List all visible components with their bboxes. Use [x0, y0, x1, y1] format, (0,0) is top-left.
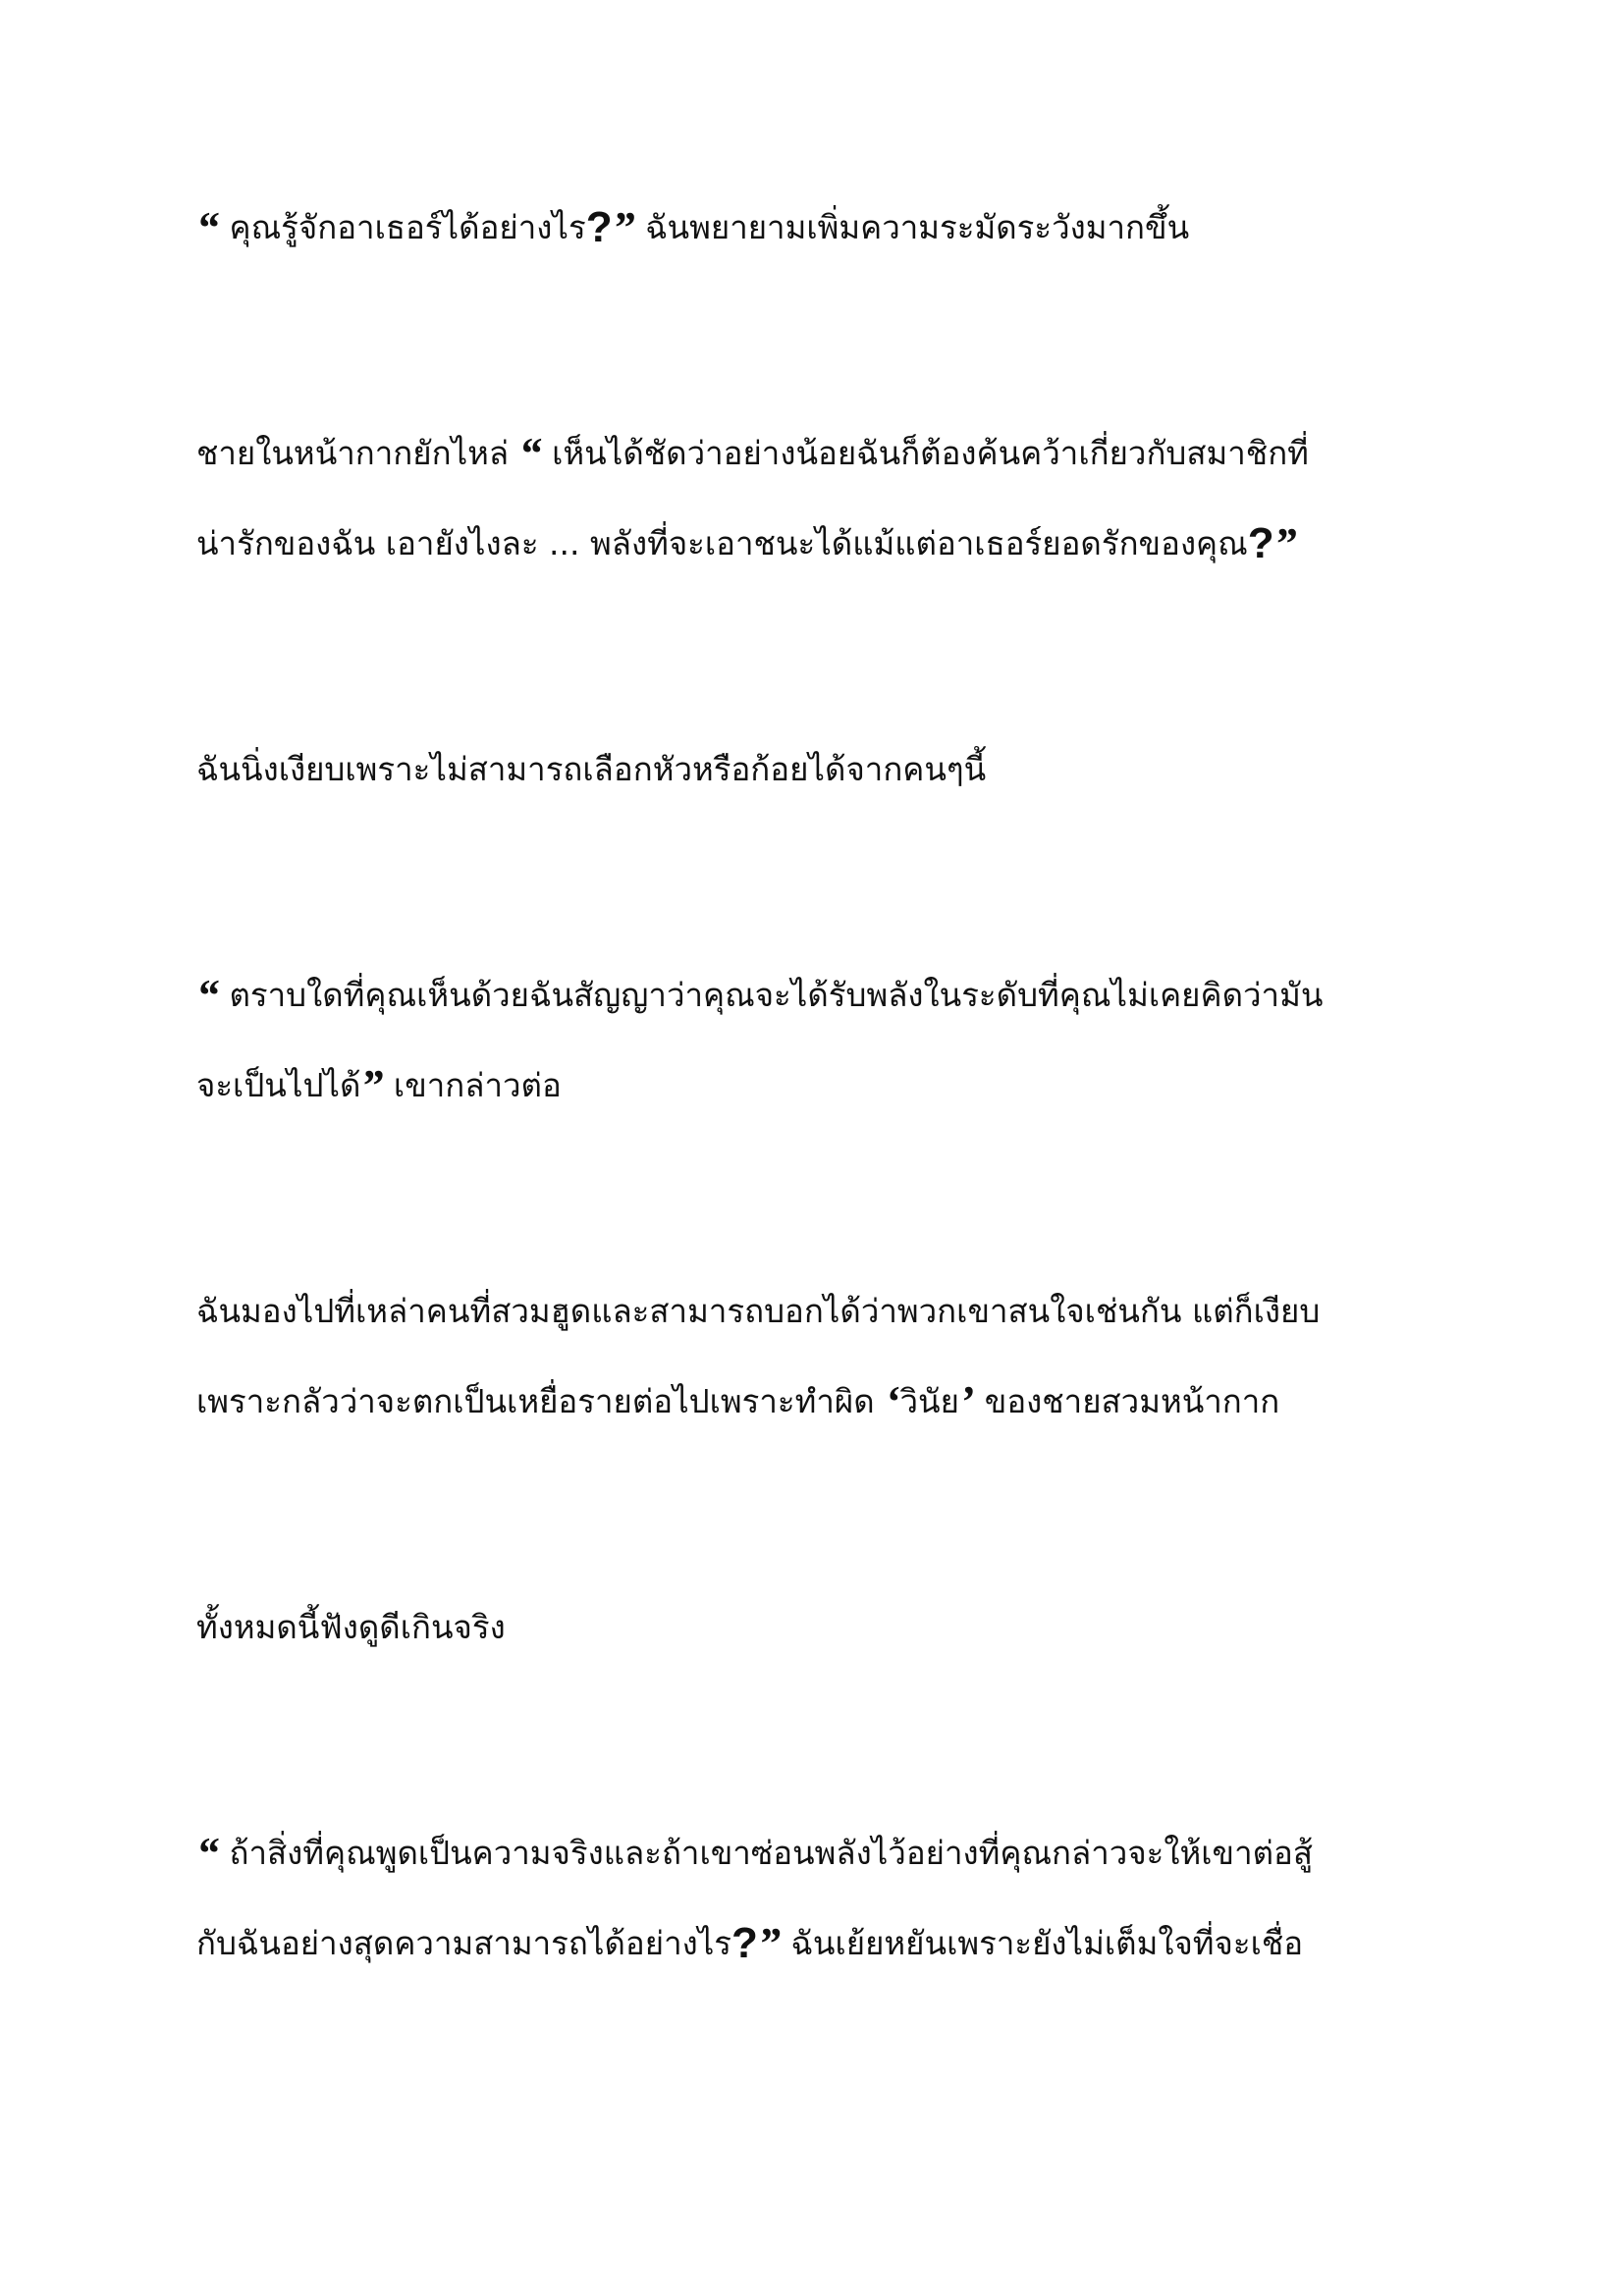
close-quote: ” [612, 202, 635, 252]
paragraph-3-line-1 [196, 746, 1434, 793]
line-tail: ฉันเย้ยหยันเพราะยังไม่เต็มใจที่จะเชื่อ [780, 1924, 1304, 1962]
paragraph-6-line-1 [196, 1604, 1434, 1651]
line-mid: วินัย [899, 1382, 959, 1420]
close-quote: ” [1273, 518, 1297, 568]
line-text: ตราบใดที่คุณเห็นด้วยฉันสัญญาว่าคุณจะได้รับพลังในระดับที่คุณไม่เคยคิดว่ามัน [219, 976, 1324, 1014]
line-tail: ของชายสวมหน้ากาก [974, 1382, 1280, 1420]
paragraph-7-line-1 [196, 1830, 1434, 1877]
line-text: ถ้าสิ่งที่คุณพูดเป็นความจริงและถ้าเขาซ่อนพลังไว้อย่างที่คุณกล่าวจะให้เขาต่อสู้ [219, 1834, 1314, 1872]
open-quote: “ [196, 1828, 219, 1878]
line-text: กับฉันอย่างสุดความสามารถได้อย่างไร [196, 1924, 732, 1962]
close-quote: ” [360, 1060, 384, 1110]
line-text: คุณรู้จักอาเธอร์ได้อย่างไร [219, 208, 586, 246]
line-text: ทั้งหมดนี้ฟังดูดีเกินจริง [196, 1608, 506, 1646]
line-text: เพราะกลัวว่าจะตกเป็นเหยื่อรายต่อไปเพราะทำผิด [196, 1382, 886, 1420]
line-text: ฉันมองไปที่เหล่าคนที่สวมฮูดและสามารถบอกได้ว่าพวกเขาสนใจเช่นกัน แต่ก็เงียบ [196, 1292, 1321, 1330]
paragraph-4-line-2 [196, 1062, 1434, 1109]
close-quote: ’ [958, 1376, 975, 1426]
open-quote: “ [196, 970, 219, 1020]
line-tail: เห็นได้ชัดว่าอย่างน้อยฉันก็ต้องค้นคว้าเกี่ยวกับสมาชิกที่ [541, 434, 1309, 472]
open-quote: “ [196, 202, 219, 252]
paragraph-2-line-1 [196, 430, 1434, 477]
line-text: ฉันนิ่งเงียบเพราะไม่สามารถเลือกหัวหรือก้อยได้จากคนๆนี้ [196, 750, 987, 788]
open-quote: “ [518, 428, 542, 478]
paragraph-7-line-2 [196, 1920, 1434, 1967]
line-tail: เขากล่าวต่อ [383, 1066, 562, 1104]
open-quote: ‘ [885, 1376, 900, 1426]
line-tail: ฉันพยายามเพิ่มความระมัดระวังมากขึ้น [634, 208, 1190, 246]
paragraph-2-line-2 [196, 520, 1434, 567]
paragraph-5-line-2 [196, 1378, 1434, 1425]
paragraph-4-line-1 [196, 972, 1434, 1019]
paragraph-1-line-1 [196, 204, 1434, 251]
line-text: ชายในหน้ากากยักไหล่ [196, 434, 519, 472]
line-text: จะเป็นไปได้ [196, 1066, 361, 1104]
line-text: น่ารักของฉัน เอายังไงละ ... พลังที่จะเอาชนะได้แม้แต่อาเธอร์ยอดรักของคุณ [196, 524, 1248, 562]
question-mark: ? [731, 1919, 758, 1967]
paragraph-5-line-1 [196, 1288, 1434, 1335]
question-mark: ? [585, 203, 613, 251]
close-quote: ” [757, 1918, 781, 1968]
question-mark: ? [1247, 519, 1274, 567]
